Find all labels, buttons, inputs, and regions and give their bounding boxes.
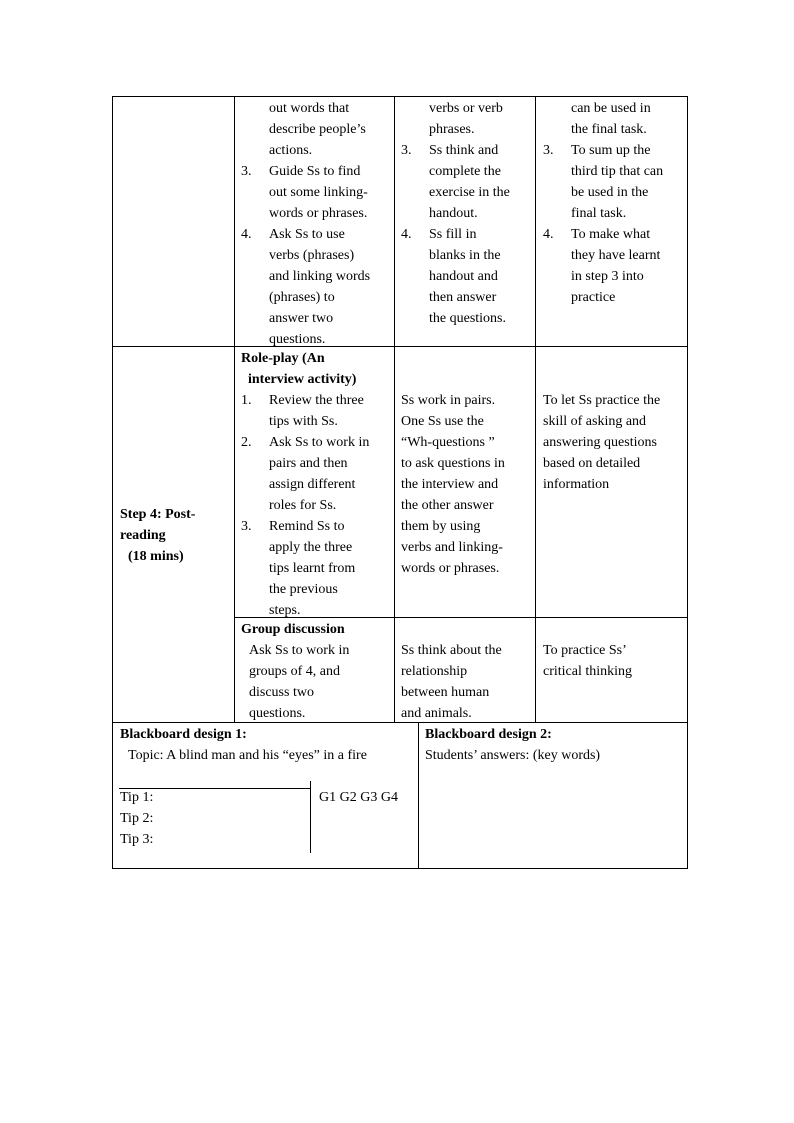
cell-line: To sum up the — [571, 143, 651, 158]
cell-line: then answer — [429, 290, 497, 305]
cell-line: practice — [571, 290, 616, 305]
cell-line: based on detailed — [543, 456, 641, 471]
list-number: 1. — [241, 393, 252, 408]
cell-line: handout. — [429, 206, 478, 221]
cell-line: be used in the — [571, 185, 649, 200]
cell-line: third tip that can — [571, 164, 664, 179]
cell-line: the questions. — [429, 311, 506, 326]
cell-line: the other answer — [401, 498, 494, 513]
step-label-line: Step 4: Post- — [120, 507, 196, 522]
cell-line: and linking words — [269, 269, 371, 284]
cell-line: One Ss use the — [401, 414, 484, 429]
cell-line: tips with Ss. — [269, 414, 338, 429]
list-number: 4. — [543, 227, 554, 242]
cell-line: steps. — [269, 603, 301, 618]
list-number: 3. — [241, 164, 252, 179]
students-answers: Students’ answers: (key words) — [425, 748, 601, 763]
blackboard-topic: Topic: A blind man and his “eyes” in a fire — [128, 748, 367, 763]
cell-line: Ss think about the — [401, 643, 502, 658]
cell-line: out some linking- — [269, 185, 368, 200]
column-divider — [394, 96, 395, 723]
column-divider — [535, 96, 536, 723]
cell-line: verbs (phrases) — [269, 248, 355, 263]
tip-label: Tip 2: — [120, 811, 154, 826]
cell-line: groups of 4, and — [249, 664, 340, 679]
list-number: 3. — [241, 519, 252, 534]
cell-line: questions. — [269, 332, 326, 347]
cell-line: the final task. — [571, 122, 647, 137]
tips-divider — [310, 781, 311, 853]
cell-line: phrases. — [429, 122, 475, 137]
cell-line: answering questions — [543, 435, 657, 450]
row-divider — [234, 617, 688, 618]
cell-line: Ask Ss to work in — [269, 435, 370, 450]
cell-line: and animals. — [401, 706, 472, 721]
cell-line: information — [543, 477, 610, 492]
cell-line: assign different — [269, 477, 356, 492]
cell-line: Ss fill in — [429, 227, 477, 242]
cell-line: To make what — [571, 227, 651, 242]
cell-line: final task. — [571, 206, 627, 221]
cell-line: words or phrases. — [401, 561, 500, 576]
cell-line: To let Ss practice the — [543, 393, 661, 408]
table-border-left — [112, 96, 113, 869]
tip-label: Tip 1: — [120, 790, 154, 805]
cell-line: “Wh-questions ” — [401, 435, 495, 450]
cell-line: relationship — [401, 664, 468, 679]
list-number: 3. — [543, 143, 554, 158]
cell-line: Remind Ss to — [269, 519, 345, 534]
cell-line: actions. — [269, 143, 313, 158]
table-border-top — [112, 96, 688, 97]
blackboard-title: Blackboard design 1: — [120, 727, 247, 742]
cell-line: To practice Ss’ — [543, 643, 627, 658]
cell-line: Ss think and — [429, 143, 499, 158]
group-labels: G1 G2 G3 G4 — [319, 790, 398, 805]
cell-line: Ask Ss to use — [269, 227, 345, 242]
cell-line: (phrases) to — [269, 290, 335, 305]
cell-line: the previous — [269, 582, 338, 597]
cell-line: they have learnt — [571, 248, 661, 263]
cell-line: between human — [401, 685, 490, 700]
cell-line: apply the three — [269, 540, 353, 555]
cell-line: answer two — [269, 311, 334, 326]
cell-line: them by using — [401, 519, 481, 534]
cell-line: questions. — [249, 706, 306, 721]
table-border-bottom — [112, 868, 688, 869]
cell-line: handout and — [429, 269, 498, 284]
cell-line: pairs and then — [269, 456, 348, 471]
activity-title: Group discussion — [241, 622, 345, 637]
cell-line: exercise in the — [429, 185, 510, 200]
cell-line: skill of asking and — [543, 414, 647, 429]
cell-line: verbs or verb — [429, 101, 503, 116]
cell-line: can be used in — [571, 101, 651, 116]
cell-line: critical thinking — [543, 664, 633, 679]
activity-title: interview activity) — [248, 372, 357, 387]
list-number: 4. — [241, 227, 252, 242]
column-divider — [234, 96, 235, 723]
cell-line: Ask Ss to work in — [249, 643, 350, 658]
list-number: 4. — [401, 227, 412, 242]
tip-label: Tip 3: — [120, 832, 154, 847]
cell-line: verbs and linking- — [401, 540, 503, 555]
cell-line: out words that — [269, 101, 350, 116]
row-divider — [112, 722, 688, 723]
cell-line: in step 3 into — [571, 269, 644, 284]
cell-line: to ask questions in — [401, 456, 505, 471]
cell-line: tips learnt from — [269, 561, 356, 576]
cell-line: Ss work in pairs. — [401, 393, 496, 408]
activity-title: Role-play (An — [241, 351, 325, 366]
table-border-right — [687, 96, 688, 869]
row-divider — [112, 346, 688, 347]
cell-line: complete the — [429, 164, 501, 179]
cell-line: words or phrases. — [269, 206, 368, 221]
column-divider — [418, 722, 419, 869]
cell-line: discuss two — [249, 685, 314, 700]
cell-line: blanks in the — [429, 248, 501, 263]
cell-line: roles for Ss. — [269, 498, 337, 513]
step-label-line: reading — [120, 528, 166, 543]
cell-line: Guide Ss to find — [269, 164, 361, 179]
step-label-line: (18 mins) — [128, 549, 184, 564]
cell-line: Review the three — [269, 393, 364, 408]
cell-line: the interview and — [401, 477, 499, 492]
cell-line: describe people’s — [269, 122, 366, 137]
list-number: 2. — [241, 435, 252, 450]
list-number: 3. — [401, 143, 412, 158]
blackboard-title: Blackboard design 2: — [425, 727, 552, 742]
